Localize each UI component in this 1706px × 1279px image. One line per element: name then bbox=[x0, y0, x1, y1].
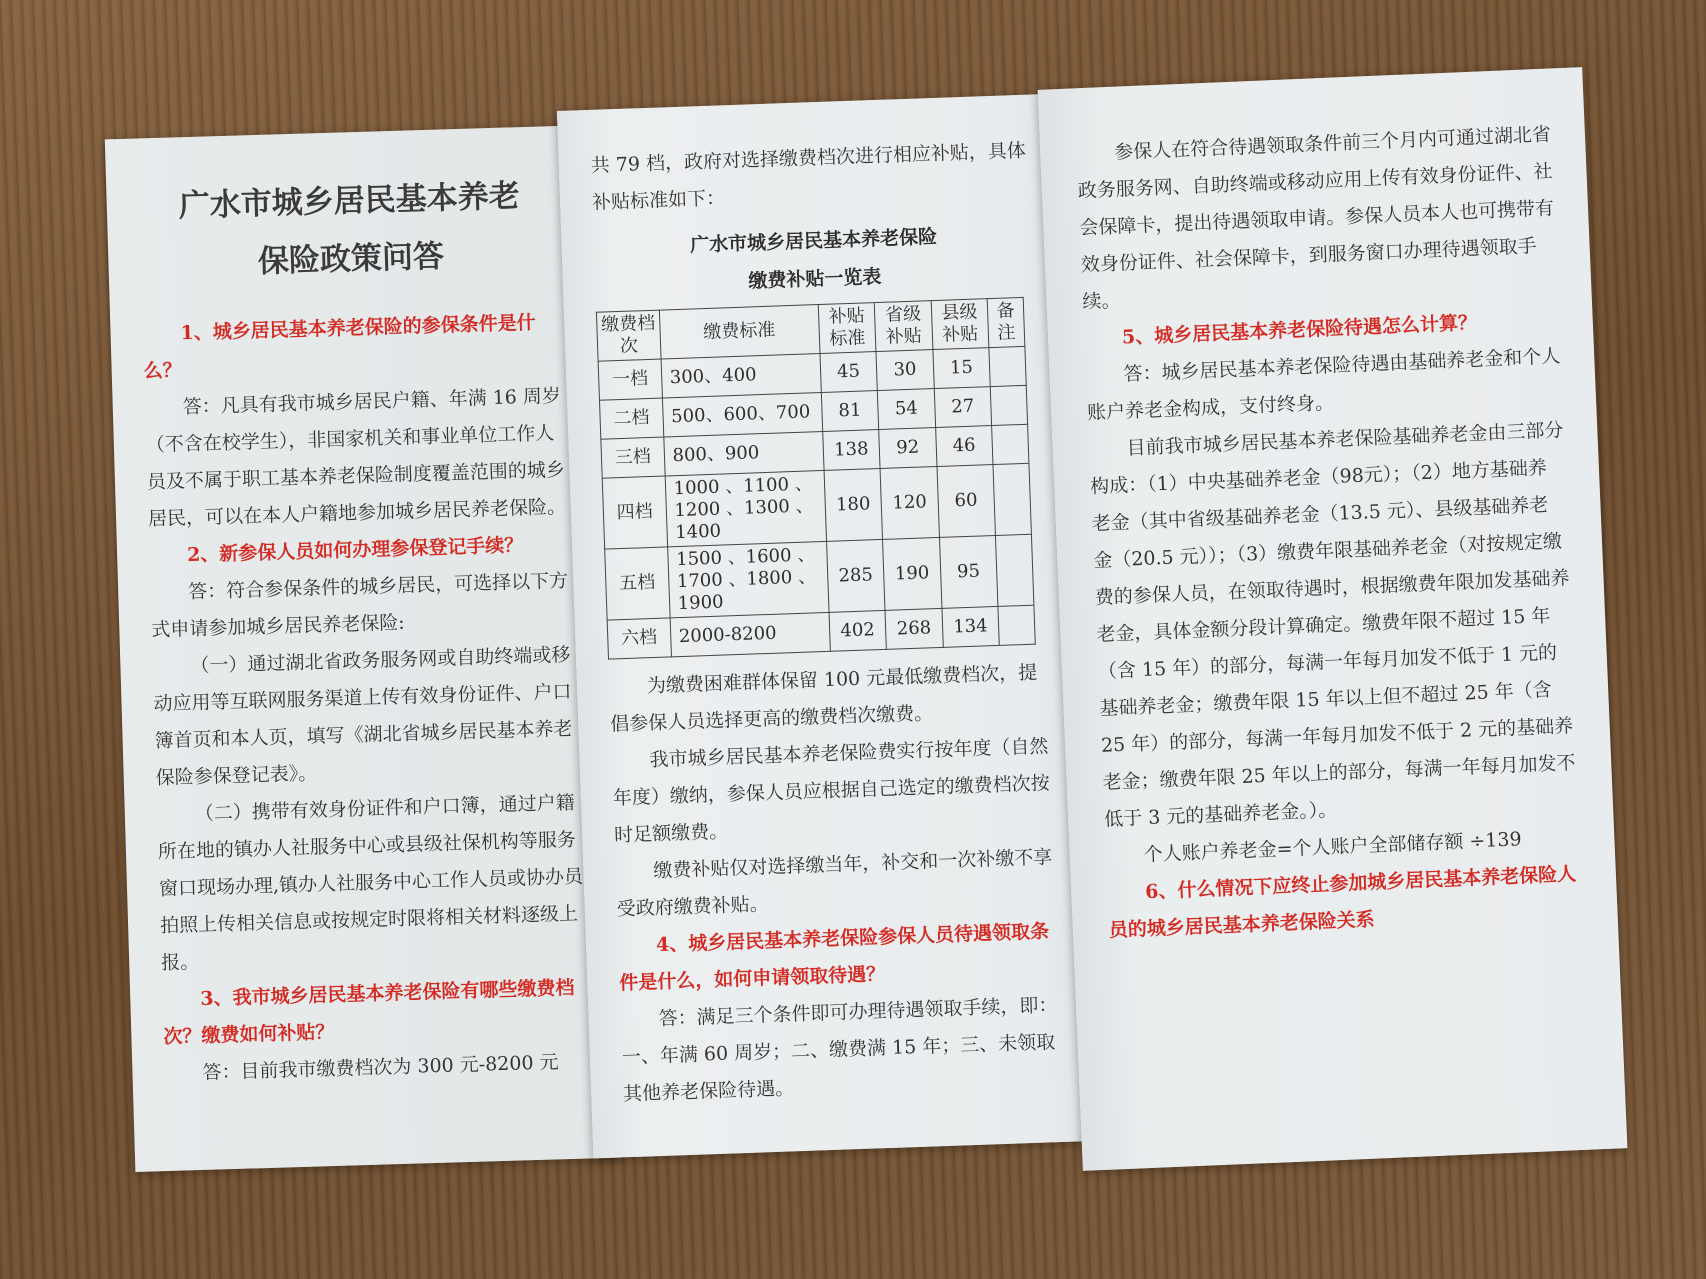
cell-grade: 五档 bbox=[605, 547, 670, 620]
answer-1: 答：凡具有我市城乡居民户籍、年满 16 周岁（不含在校学生），非国家机关和事业单位工作人员及不属于职工基本养老保险制度覆盖范围的城乡居民，可以在本人户籍地参加城乡居民养老保险。 bbox=[145, 385, 567, 531]
header-provincial: 省级补贴 bbox=[874, 301, 932, 352]
cell-subsidy: 45 bbox=[820, 352, 878, 393]
question-1: 1、城乡居民基本养老保险的参保条件是什么？ bbox=[143, 311, 536, 383]
cell-provincial: 92 bbox=[879, 428, 937, 469]
cell-grade: 四档 bbox=[602, 476, 667, 549]
header-subsidy: 补贴标准 bbox=[818, 303, 876, 354]
answer-2-way-1: （一）通过湖北省政务服务网或自助终端或移动应用等互联网服务渠道上传有效身份证件、户口簿首页和本人页，填写《湖北省城乡居民基本养老保险参保登记表》。 bbox=[153, 643, 573, 790]
cell-subsidy: 402 bbox=[829, 610, 887, 651]
paragraph-subsidy-scope: 缴费补贴仅对选择缴当年，补交和一次补缴不享受政府缴费补贴。 bbox=[616, 846, 1053, 921]
cell-remark bbox=[989, 346, 1026, 386]
cell-remark bbox=[990, 385, 1027, 425]
cell-county: 60 bbox=[937, 465, 996, 538]
cell-subsidy: 180 bbox=[824, 468, 883, 541]
cell-county: 46 bbox=[935, 426, 993, 467]
document-title bbox=[106, 165, 594, 295]
header-standard: 缴费标准 bbox=[659, 305, 820, 360]
table-title-line1: 广水市城乡居民基本养老保险 bbox=[689, 225, 938, 257]
cell-grade: 一档 bbox=[598, 359, 662, 400]
paragraph-basic-pension: 目前我市城乡居民基本养老保险基础养老金由三部分构成：（1）中央基础养老金（98元）；（2）地方基础养老金（其中省级基础养老金（13.5 元）、县级基础养老金（20.5 元））；（3）缴费年限基础养老金（对按规定缴费的参保人员，在领取待遇时，根据缴费年限加发基础养老金，具体金额分段计算确定。缴费年限不超过 15 年（含 15 年）的部分，每满一年每月加发不低于 1 元的基础养老金；缴费年限 15 年以上但不超过 25 年（含 25 年）的部分，每满一年每月加发不低于 2 元的基础养老金；缴费年限 25 年以上的部分，每满一年每月加发不低于 3 元的基础养老金。）。 bbox=[1089, 419, 1576, 831]
question-6: 6、什么情况下应终止参加城乡居民基本养老保险人员的城乡居民基本养老保险关系 bbox=[1108, 863, 1577, 942]
cell-standard: 500、600、700 bbox=[662, 392, 822, 437]
answer-3-start: 答：目前我市缴费档次为 300 元-8200 元 bbox=[202, 1051, 559, 1084]
cell-subsidy: 285 bbox=[826, 539, 885, 612]
answer-5: 答：城乡居民基本养老保险待遇由基础养老金和个人账户养老金构成，支付终身。 bbox=[1086, 345, 1561, 425]
cell-provincial: 120 bbox=[880, 467, 939, 540]
header-county: 县级补贴 bbox=[931, 299, 989, 350]
cell-remark bbox=[996, 534, 1034, 606]
brochure-panel-left bbox=[105, 125, 620, 1172]
answer-3-continued: 共 79 档，政府对选择缴费档次进行相应补贴，具体补贴标准如下： bbox=[590, 139, 1027, 214]
cell-subsidy: 81 bbox=[821, 391, 879, 432]
cell-standard: 300、400 bbox=[661, 354, 821, 399]
cell-county: 134 bbox=[942, 606, 1000, 647]
question-3: 3、我市城乡居民基本养老保险有哪些缴费档次？缴费如何补贴？ bbox=[163, 976, 575, 1049]
table-title-line2: 缴费补贴一览表 bbox=[748, 265, 882, 293]
cell-remark bbox=[998, 605, 1035, 645]
cell-grade: 二档 bbox=[599, 398, 663, 439]
paragraph-annual-payment: 我市城乡居民基本养老保险费实行按年度（自然年度）缴纳，参保人员应根据自己选定的缴费档次按时足额缴费。 bbox=[612, 735, 1051, 847]
cell-remark bbox=[992, 424, 1029, 464]
answer-2-way-2: （二）携带有效身份证件和户口簿，通过户籍所在地的镇办人社服务中心或县级社保机构等服务窗口现场办理,镇办人社服务中心工作人员或协办员拍照上传相关信息或按规定时限将相关材料逐级上报。 bbox=[157, 791, 584, 975]
question-5: 5、城乡居民基本养老保险待遇怎么计算？ bbox=[1121, 311, 1478, 349]
paragraph-personal-account: 个人账户养老金=个人账户全部储存额 ÷139 bbox=[1143, 828, 1523, 867]
cell-provincial: 268 bbox=[885, 608, 943, 649]
subsidy-table bbox=[596, 297, 1036, 660]
question-2: 2、新参保人员如何办理参保登记手续？ bbox=[186, 534, 524, 567]
cell-provincial: 54 bbox=[877, 389, 935, 430]
header-remark: 备注 bbox=[987, 297, 1025, 347]
paragraph-min-grade: 为缴费困难群体保留 100 元最低缴费档次，提倡参保人员选择更高的缴费档次缴费。 bbox=[609, 661, 1038, 736]
cell-standard: 2000-8200 bbox=[670, 612, 830, 657]
brochure-panel-right bbox=[1038, 67, 1628, 1171]
answer-2-intro: 答：符合参保条件的城乡居民，可选择以下方式申请参加城乡居民养老保险: bbox=[151, 569, 569, 642]
cell-standard: 1500 、1600 、1700 、1800 、1900 bbox=[667, 541, 828, 618]
paragraph-application: 参保人在符合待遇领取条件前三个月内可通过湖北省政务服务网、自助终端或移动应用上传有效身份证件、社会保障卡，提出待遇领取申请。参保人员本人也可携带有效身份证件、社会保障卡，到服务窗口办理待遇领取手续。 bbox=[1077, 123, 1555, 314]
cell-provincial: 190 bbox=[883, 537, 942, 610]
cell-grade: 三档 bbox=[601, 437, 665, 478]
cell-standard: 1000 、1100 、1200 、1300 、1400 bbox=[665, 470, 826, 547]
cell-county: 95 bbox=[939, 535, 998, 608]
cell-standard: 800、900 bbox=[663, 431, 823, 476]
table-title bbox=[593, 214, 1035, 305]
cell-grade: 六档 bbox=[607, 618, 671, 659]
brochure-panel-middle bbox=[557, 94, 1093, 1159]
cell-provincial: 30 bbox=[876, 350, 934, 391]
cell-county: 15 bbox=[933, 348, 991, 389]
document-title-line2: 保险政策问答 bbox=[257, 238, 445, 280]
question-4: 4、城乡居民基本养老保险参保人员待遇领取条件是什么，如何申请领取待遇？ bbox=[618, 920, 1050, 995]
answer-4: 答：满足三个条件即可办理待遇领取手续，即：一、年满 60 周岁；二、缴费满 15 年；三、未领取其他养老保险待遇。 bbox=[621, 994, 1058, 1106]
cell-subsidy: 138 bbox=[822, 430, 880, 471]
cell-remark bbox=[993, 463, 1031, 535]
cell-county: 27 bbox=[934, 387, 992, 428]
header-grade: 缴费档次 bbox=[596, 310, 660, 361]
document-title-line1: 广水市城乡居民基本养老 bbox=[178, 178, 521, 225]
